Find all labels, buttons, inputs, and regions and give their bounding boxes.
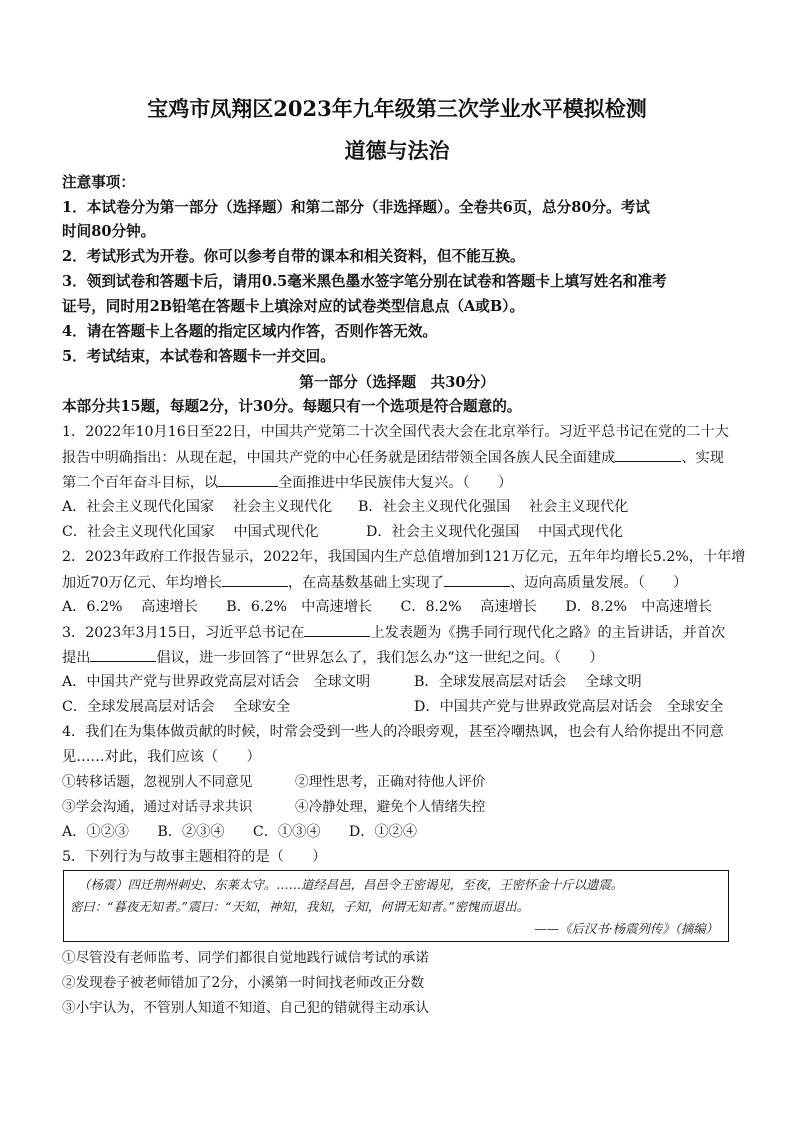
answer-blank — [90, 647, 156, 662]
q5-statement-1: ①尽管没有老师监考、同学们都很自觉地践行诚信考试的承诺 — [62, 950, 430, 966]
q3-option-c: C．全球发展高层对话会 全球安全 — [62, 699, 291, 715]
q3-line-2-text: 提出 — [62, 650, 91, 666]
notice-item-2: 2．考试形式为开卷。你可以参考自带的课本和相关资料，但不能互换。 — [62, 248, 525, 265]
quote-source: ——《后汉书·杨震列传》（摘编） — [534, 921, 718, 936]
q4-statement-3: ③学会沟通，通过对话寻求共识 — [62, 799, 253, 815]
q1-line-3 — [62, 472, 512, 493]
q3-line-2 — [62, 647, 604, 668]
q4-line-2: 见……对此，我们应该（ ） — [62, 749, 261, 765]
q2-options: A．6.2% 高速增长 B．6.2% 中高速增长 C．8.2% 高速增长 D．8.2% 中高速增长 — [62, 599, 713, 615]
q5-statement-2: ②发现卷子被老师错加了2分，小溪第一时间找老师改正分数 — [62, 975, 425, 991]
q3-line-2-end: 倡议，进一步回答了“世界怎么了，我们怎么办”这一世纪之问。（ ） — [156, 650, 604, 666]
q3-option-b: B．全球发展高层对话会 全球文明 — [414, 674, 642, 690]
q3-option-d: D．中国共产党与世界政党高层对话会 全球安全 — [414, 699, 724, 715]
answer-blank — [615, 447, 681, 462]
q5-statement-3: ③小宇认为，不管别人知道不知道、自己犯的错就得主动承认 — [62, 1000, 430, 1016]
part1-instruction: 本部分共15题，每题2分，计30分。每题只有一个选项是符合题意的。 — [62, 398, 522, 415]
q4-statement-1: ①转移话题，忽视别人不同意见 — [62, 774, 253, 790]
notice-item-5: 5．考试结束，本试卷和答题卡一并交回。 — [62, 348, 335, 365]
q3-option-a: A．中国共产党与世界政党高层对话会 全球文明 — [62, 674, 371, 690]
answer-blank — [222, 572, 288, 587]
q4-statement-2: ②理性思考，正确对待他人评价 — [295, 774, 486, 790]
q2-line-2-mid: ，在高基数基础上实现了 — [287, 575, 445, 591]
q1-option-d: D．社会主义现代化强国 中国式现代化 — [366, 524, 624, 540]
notice-heading: 注意事项： — [62, 174, 135, 191]
q1-line-2-end: 、实现 — [681, 450, 724, 466]
answer-blank — [218, 472, 278, 487]
q2-line-2-end: 、迈向高质量发展。（ ） — [510, 575, 688, 591]
q3-line-1-text: 3．2023年3月15日，习近平总书记在 — [62, 625, 305, 641]
q1-line-3-end: 全面推进中华民族伟大复兴。（ ） — [278, 475, 513, 491]
q2-line-2 — [62, 572, 687, 593]
q1-line-3-text: 第二个百年奋斗目标，以 — [62, 475, 219, 491]
notice-item-1: 1．本试卷分为第一部分（选择题）和第二部分（非选择题）。全卷共6页，总分80分。考试 — [62, 199, 650, 216]
q1-option-a: A．社会主义现代化国家 社会主义现代化 — [62, 499, 333, 515]
answer-blank — [304, 622, 370, 637]
q1-line-2 — [62, 447, 724, 468]
q1-line-2-text: 报告中明确指出：从现在起，中国共产党的中心任务就是团结带领全国各族人民全面建成 — [62, 450, 616, 466]
exam-title: 宝鸡市凤翔区2023年九年级第三次学业水平模拟检测 — [147, 96, 647, 121]
q3-line-1 — [62, 622, 725, 643]
q3-line-1-end: 上发表题为《携手同行现代化之路》的主旨讲话，并首次 — [370, 625, 726, 641]
notice-item-3-cont: 证号，同时用2B铅笔在答题卡上填涂对应的试卷类型信息点（A或B）。 — [62, 298, 525, 315]
quote-line-1: （杨震）四迁荆州刺史、东莱太守。……道经昌邑，昌邑令王密谒见，至夜，王密怀金十斤以遗震。 — [78, 877, 624, 892]
notice-item-3: 3．领到试卷和答题卡后，请用0.5毫米黑色墨水签字笔分别在试卷和答题卡上填写姓名和准考 — [62, 273, 667, 290]
subject-title: 道德与法治 — [344, 138, 450, 163]
notice-item-4: 4．请在答题卡上各题的指定区域内作答，否则作答无效。 — [62, 323, 438, 340]
answer-blank — [444, 572, 510, 587]
q1-option-c: C．社会主义现代化国家 中国式现代化 — [62, 524, 319, 540]
q1-option-b: B．社会主义现代化强国 社会主义现代化 — [358, 499, 629, 515]
quote-box — [63, 870, 729, 942]
part1-heading: 第一部分（选择题 共30分） — [299, 374, 495, 391]
notice-item-1-cont: 时间80分钟。 — [62, 223, 156, 240]
q5-line-1: 5．下列行为与故事主题相符的是（ ） — [62, 849, 327, 865]
quote-line-2: 密曰：“暮夜无知者。”震曰：“天知，神知，我知，子知，何谓无知者。”密愧而退出。 — [70, 899, 529, 914]
q4-options: A．①②③ B．②③④ C．①③④ D．①②④ — [62, 824, 418, 840]
q4-line-1: 4．我们在为集体做贡献的时候，时常会受到一些人的冷眼旁观，甚至冷嘲热讽，也会有人给你提出不同意 — [62, 724, 724, 740]
q4-statement-4: ④冷静处理，避免个人情绪失控 — [295, 799, 486, 815]
q2-line-2-text: 加近70万亿元、年均增长 — [62, 575, 222, 591]
q1-line-1: 1．2022年10月16日至22日，中国共产党第二十次全国代表大会在北京举行。习近平总书记在党的二十大 — [62, 424, 729, 440]
q2-line-1: 2．2023年政府工作报告显示，2022年，我国国内生产总值增加到121万亿元，五年年均增长5.2%，十年增 — [62, 549, 746, 565]
